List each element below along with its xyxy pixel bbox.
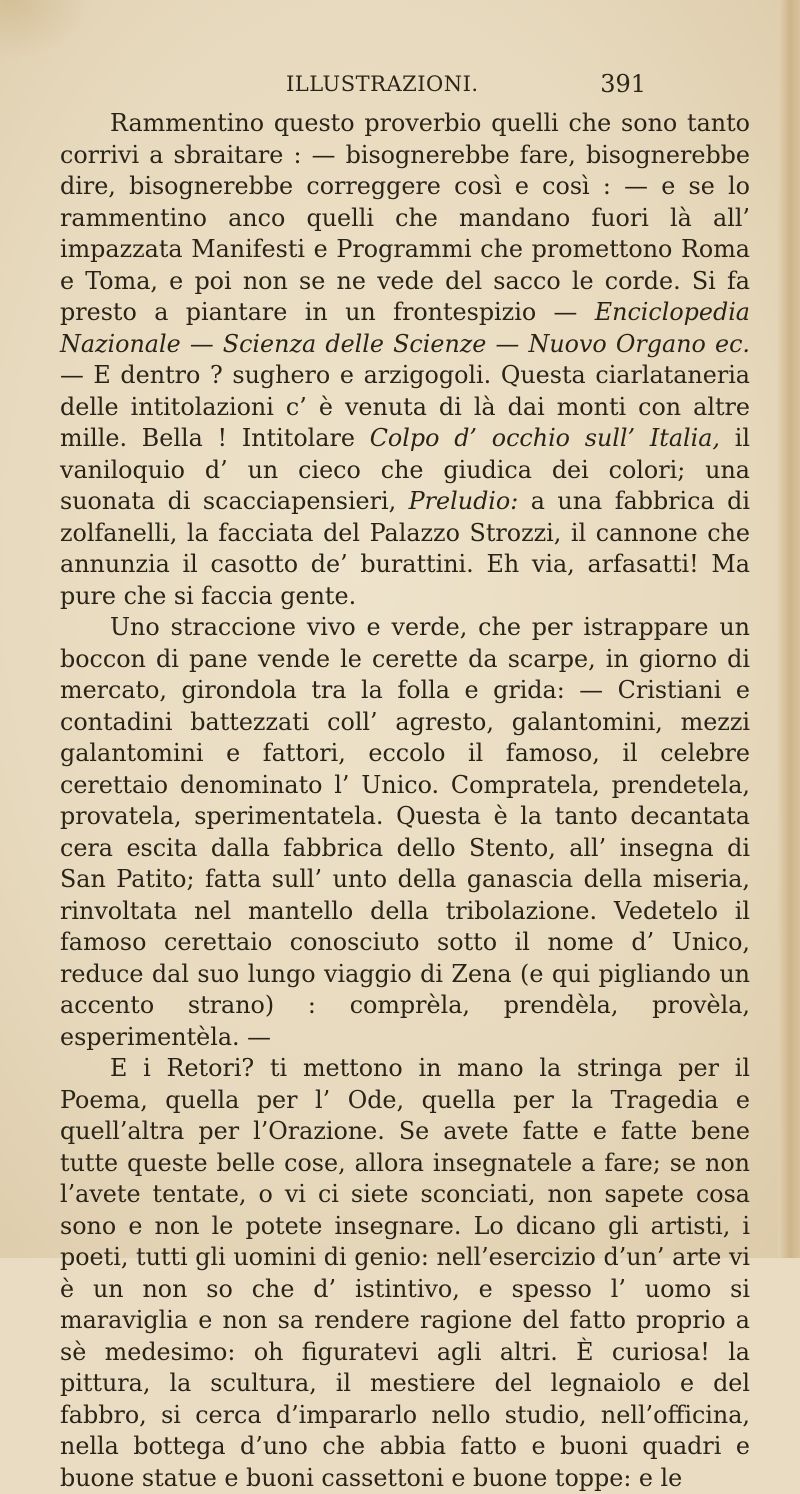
body-text <box>60 108 750 1494</box>
page-stain <box>0 0 90 60</box>
page-number: 391 <box>600 70 646 98</box>
paragraph-2-segment: Uno straccione vivo e verde, che per istrappare un boccon di pane vende le cerette da scarpe, in giorno di mercato, girondola tra la folla e grida: — Cristiani e contadini battezzati coll’ agresto, galantomini, mezzi galantomini e fattori, eccolo il famoso, il celebre cerettaio denominato l’ Unico. Compratela, prendetela, provatela, sperimentatela. Questa è la tanto decantata cera escita dalla fabbrica dello Stento, all’ insegna di San Patito; fatta sull’ unto della ganascia della miseria, rinvoltata nel mantello della tribolazione. Vedetelo il famoso cerettaio conosciuto sotto il nome d’ Unico, reduce dal suo lungo viaggio di Zena (e qui pigliando un accento strano) : comprèla, prendèla, provèla, esperimentèla. — <box>60 613 750 1051</box>
paragraph-3-segment: E i Retori? ti mettono in mano la stringa per il Poema, quella per l’ Ode, quella per la Tragedia e quell’altra per l’Orazione. Se avete fatte e fatte bene tutte queste belle cose, allora insegnatele a fare; se non l’avete tentate, o vi ci siete sconciati, non sapete cosa sono e non le potete insegnare. Lo dicano gli artisti, i poeti, tutti gli uomini di genio: nell’esercizio d’un’ arte vi è un non so che d’ istintivo, e spesso l’ uomo si maraviglia e non sa rendere ragione del fatto proprio a sè medesimo: oh figuratevi agli altri. È curiosa! la pittura, la scultura, il mestiere del legnaiolo e del fabbro, si cerca d’impararlo nello studio, nell’officina, nella bottega d’uno che abbia fatto e buoni quadri e buone statue e buoni cassettoni e buone toppe: e le <box>60 1054 750 1492</box>
page-header <box>286 72 646 106</box>
page-gutter-edge <box>778 0 800 1258</box>
paragraph-3 <box>60 1053 750 1494</box>
running-head: ILLUSTRAZIONI. <box>286 72 479 96</box>
paragraph-1-segment: — E dentro ? sughero e arzigogoli. Questa ciarlataneria delle intitolazioni c’ è venuta di là dai monti con altre mille. Bella ! Intitolare <box>60 361 750 452</box>
paragraph-1-segment: il vaniloquio d’ un cieco che giudica dei colori; una suonata di scacciapensieri, <box>60 424 750 515</box>
paragraph-1-italic-title: Enciclopedia Nazionale — Scienza delle Scienze — Nuovo Organo ec. <box>60 298 750 358</box>
paragraph-1-segment: Rammentino questo proverbio quelli che sono tanto corrivi a sbraitare : — bisognerebbe fare, bisognerebbe dire, bisognerebbe correggere così e così : — e se lo rammentino anco quelli che mandano fuori là all’ impazzata Manifesti e Programmi che promettono Roma e Toma, e poi non se ne vede del sacco le corde. Si fa presto a piantare in un frontespizio — <box>60 109 750 326</box>
paragraph-1-italic-title: Colpo d’ occhio sull’ Italia, <box>369 424 720 452</box>
paragraph-1-italic-title: Preludio: <box>408 487 519 515</box>
paragraph-1 <box>60 108 750 612</box>
paragraph-1-segment: a una fabbrica di zolfanelli, la facciata del Palazzo Strozzi, il cannone che annunzia il casotto de’ burattini. Eh via, arfasatti! Ma pure che si faccia gente. <box>60 487 750 610</box>
paragraph-2 <box>60 612 750 1053</box>
